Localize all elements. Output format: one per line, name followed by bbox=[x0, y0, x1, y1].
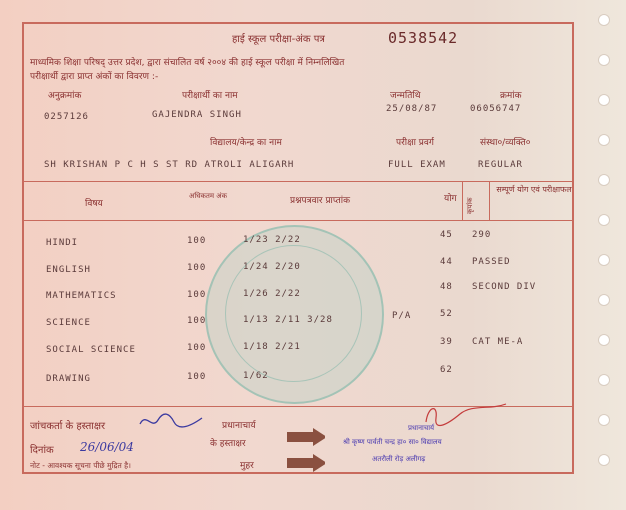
subject-cell: SOCIAL SCIENCE bbox=[46, 345, 136, 355]
header-max: अधिकतम अंक bbox=[189, 192, 227, 200]
papers-cell: 1/18 2/21 bbox=[243, 342, 301, 352]
subject-cell: MATHEMATICS bbox=[46, 291, 117, 301]
roll-label: अनुक्रमांक bbox=[48, 91, 82, 101]
papers-cell: 1/26 2/22 bbox=[243, 289, 301, 299]
stamp-line-2: अतरौली रोड़ अलीगढ़ bbox=[372, 455, 426, 463]
papers-cell: 1/62 bbox=[243, 371, 269, 381]
dob-value: 25/08/87 bbox=[386, 104, 438, 114]
roll-value: 0257126 bbox=[44, 112, 89, 122]
subject-cell: DRAWING bbox=[46, 374, 91, 384]
header-obtained: प्रश्नपत्रवार प्राप्तांक bbox=[290, 196, 351, 206]
table-top-line bbox=[22, 181, 574, 182]
header-result: सम्पूर्ण योग एवं परीक्षाफल bbox=[496, 185, 572, 194]
total-cell: 62 bbox=[440, 365, 453, 375]
table-divider bbox=[489, 181, 490, 220]
total-cell: 45 bbox=[440, 230, 453, 240]
perforation-hole bbox=[598, 334, 610, 346]
papers-cell: 1/24 2/20 bbox=[243, 262, 301, 272]
subject-cell: HINDI bbox=[46, 238, 79, 248]
serial-label: क्रमांक bbox=[500, 91, 522, 101]
max-cell: 100 bbox=[187, 316, 207, 326]
max-cell: 100 bbox=[187, 343, 207, 353]
subject-cell: ENGLISH bbox=[46, 265, 91, 275]
arrow-right-icon bbox=[287, 428, 325, 446]
perforation-hole bbox=[598, 454, 610, 466]
perforation-hole bbox=[598, 214, 610, 226]
stamp-title: प्रधानाचार्य bbox=[408, 424, 435, 432]
checker-label: जांचकर्ता के हस्ताक्षर bbox=[30, 421, 106, 432]
perforation-hole bbox=[598, 294, 610, 306]
perforation-hole bbox=[598, 94, 610, 106]
result-cell: CAT ME-A bbox=[472, 337, 524, 347]
intro-line-2: परीक्षार्थी द्वारा प्राप्त अंकों का विवरण :- bbox=[30, 72, 159, 82]
seal-label: मुहर bbox=[240, 461, 254, 471]
table-divider bbox=[462, 181, 463, 220]
result-cell: SECOND DIV bbox=[472, 282, 537, 292]
total-cell: 52 bbox=[440, 309, 453, 319]
papers-cell: 1/23 2/22 bbox=[243, 235, 301, 245]
result-cell: PASSED bbox=[472, 257, 511, 267]
name-label: परीक्षार्थी का नाम bbox=[182, 91, 238, 101]
perforation-hole bbox=[598, 174, 610, 186]
checker-signature bbox=[136, 410, 206, 432]
result-cell: 290 bbox=[472, 230, 492, 240]
total-cell: 44 bbox=[440, 257, 453, 267]
stamp-line-1: श्री कृष्ण पार्वती चन्द्र हा० सा० विद्यालय bbox=[343, 438, 442, 446]
intro-line-1: माध्यमिक शिक्षा परिषद् उत्तर प्रदेश, द्वारा संचालित वर्ष २००४ की हाई स्कूल परीक्षा में निम्नलिखित bbox=[30, 58, 345, 68]
total-cell: 39 bbox=[440, 337, 453, 347]
arrow-right-icon bbox=[287, 454, 325, 472]
perforation-hole bbox=[598, 134, 610, 146]
perforation-holes bbox=[594, 10, 614, 500]
perforation-hole bbox=[598, 414, 610, 426]
perforation-hole bbox=[598, 14, 610, 26]
principal-label: प्रधानाचार्य bbox=[222, 421, 256, 431]
perforation-hole bbox=[598, 54, 610, 66]
header-subject: विषय bbox=[85, 199, 103, 209]
max-cell: 100 bbox=[187, 290, 207, 300]
school-value: SH KRISHAN P C H S ST RD ATROLI ALIGARH bbox=[44, 160, 295, 170]
school-label: विद्यालय/केन्द्र का नाम bbox=[210, 138, 282, 148]
date-label: दिनांक bbox=[30, 445, 54, 456]
remark-cell: P/A bbox=[392, 311, 412, 321]
name-value: GAJENDRA SINGH bbox=[152, 110, 242, 120]
category-label: परीक्षा प्रवर्ग bbox=[396, 138, 434, 148]
perforation-hole bbox=[598, 254, 610, 266]
header-total: योग bbox=[444, 194, 457, 204]
type-value: REGULAR bbox=[478, 160, 523, 170]
serial-number: 0538542 bbox=[388, 29, 459, 47]
max-cell: 100 bbox=[187, 236, 207, 246]
category-value: FULL EXAM bbox=[388, 160, 446, 170]
table-header-line bbox=[22, 220, 574, 221]
total-cell: 48 bbox=[440, 282, 453, 292]
type-label: संस्था०/व्यक्ति० bbox=[480, 138, 531, 148]
max-cell: 100 bbox=[187, 372, 207, 382]
perforation-hole bbox=[598, 374, 610, 386]
marksheet-title: हाई स्कूल परीक्षा-अंक पत्र bbox=[232, 34, 325, 45]
principal-label-2: के हस्ताक्षर bbox=[210, 439, 246, 449]
serial-no-value: 06056747 bbox=[470, 104, 522, 114]
max-cell: 100 bbox=[187, 263, 207, 273]
footer-note: नोट - आवश्यक सूचना पीछे मुद्रित है। bbox=[30, 461, 131, 470]
dob-label: जन्मतिथि bbox=[390, 91, 421, 101]
subject-cell: SCIENCE bbox=[46, 318, 91, 328]
papers-cell: 1/13 2/11 3/28 bbox=[243, 315, 333, 325]
header-grace: कृपांक bbox=[466, 197, 474, 214]
date-value: 26/06/04 bbox=[80, 440, 134, 454]
